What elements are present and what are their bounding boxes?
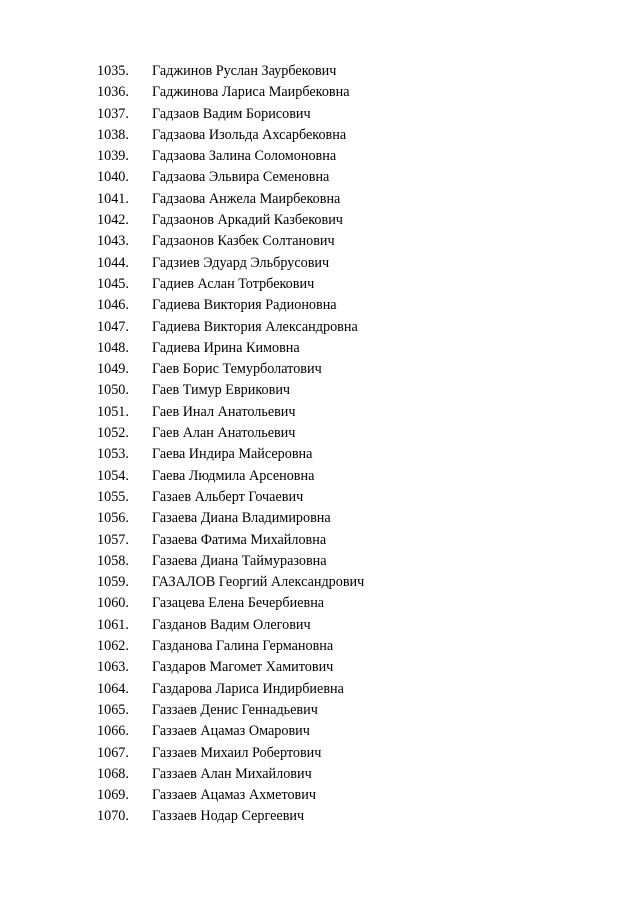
entry-name: Гаджинов Руслан Заурбекович <box>152 63 337 79</box>
list-item <box>97 764 364 785</box>
entry-name: Гаева Индира Майсеровна <box>152 446 313 463</box>
entry-name: Гадиева Ирина Кимовна <box>152 339 300 356</box>
entry-number: 1068. <box>97 765 129 782</box>
entry-name: Гаев Тимур Еврикович <box>152 382 291 399</box>
list-item <box>97 806 364 827</box>
entry-name: Гадзаова Анжела Маирбековна <box>152 190 341 207</box>
entry-name: Гадзаонов Аркадий Казбекович <box>152 212 343 229</box>
list-item <box>97 657 364 678</box>
name-list <box>97 61 364 828</box>
entry-name: Газдаров Магомет Хамитович <box>152 659 334 676</box>
list-item <box>97 359 364 380</box>
entry-number: 1063. <box>97 659 129 676</box>
entry-name: Газаева Диана Владимировна <box>152 510 331 527</box>
entry-number: 1045. <box>97 275 129 292</box>
list-item <box>97 530 364 551</box>
entry-name: Гадзиев Эдуард Эльбрусович <box>152 254 330 271</box>
entry-number: 1041. <box>97 190 129 207</box>
entry-name: Гадиева Виктория Александровна <box>152 318 358 335</box>
entry-number: 1042. <box>97 212 129 229</box>
list-item <box>97 338 364 359</box>
entry-number: 1064. <box>97 680 129 697</box>
entry-name: Газзаев Денис Геннадьевич <box>152 701 318 718</box>
entry-number: 1051. <box>97 403 129 420</box>
entry-name: Гадзаова Эльвира Семеновна <box>152 169 330 186</box>
list-item <box>97 466 364 487</box>
list-item <box>97 380 364 401</box>
entry-name: Гадзаонов Казбек Солтанович <box>152 233 335 250</box>
list-item <box>97 785 364 806</box>
entry-name: Гадзаова Изольда Ахсарбековна <box>152 126 347 143</box>
list-item <box>97 231 364 252</box>
entry-name: ГАЗАЛОВ Георгий Александрович <box>152 574 365 591</box>
entry-name: Газзаев Ацамаз Омарович <box>152 723 310 740</box>
entry-number: 1061. <box>97 616 129 633</box>
entry-name: Газданова Галина Германовна <box>152 638 334 655</box>
entry-number: 1062. <box>97 638 129 655</box>
entry-name: Гадзаов Вадим Борисович <box>152 105 311 122</box>
list-item <box>97 721 364 742</box>
list-item <box>97 61 364 82</box>
list-item <box>97 317 364 338</box>
entry-number: 1038. <box>97 126 129 143</box>
entry-number: 1048. <box>97 339 129 356</box>
list-item <box>97 125 364 146</box>
list-item <box>97 104 364 125</box>
list-item <box>97 423 364 444</box>
entry-name: Газацева Елена Бечербиевна <box>152 595 325 612</box>
entry-name: Гадзаова Залина Соломоновна <box>152 148 337 165</box>
entry-name: Газаева Фатима Михайловна <box>152 531 327 548</box>
entry-number: 1046. <box>97 297 129 314</box>
entry-number: 1054. <box>97 467 129 484</box>
list-item <box>97 636 364 657</box>
entry-number: 1047. <box>97 318 129 335</box>
entry-number: 1067. <box>97 744 129 761</box>
entry-number: 1035. <box>97 63 129 79</box>
list-item <box>97 253 364 274</box>
entry-number: 1044. <box>97 254 129 271</box>
list-item <box>97 82 364 103</box>
entry-number: 1057. <box>97 531 129 548</box>
entry-number: 1037. <box>97 105 129 122</box>
list-item <box>97 487 364 508</box>
list-item <box>97 700 364 721</box>
entry-name: Газдарова Лариса Индирбиевна <box>152 680 344 697</box>
entry-name: Гаев Алан Анатольевич <box>152 425 296 442</box>
entry-number: 1049. <box>97 361 129 378</box>
list-item <box>97 743 364 764</box>
entry-name: Газзаев Ацамаз Ахметович <box>152 787 316 804</box>
entry-number: 1040. <box>97 169 129 186</box>
entry-number: 1065. <box>97 701 129 718</box>
list-item <box>97 551 364 572</box>
entry-name: Гаева Людмила Арсеновна <box>152 467 315 484</box>
list-item <box>97 508 364 529</box>
list-item <box>97 274 364 295</box>
entry-name: Газаев Альберт Гочаевич <box>152 488 304 505</box>
entry-name: Гаев Борис Темурболатович <box>152 361 322 378</box>
list-item <box>97 146 364 167</box>
entry-name: Гаев Инал Анатольевич <box>152 403 296 420</box>
entry-name: Газаева Диана Таймуразовна <box>152 552 327 569</box>
entry-number: 1060. <box>97 595 129 612</box>
entry-number: 1056. <box>97 510 129 527</box>
entry-name: Гадиева Виктория Радионовна <box>152 297 337 314</box>
entry-name: Газзаев Михаил Робертович <box>152 744 322 761</box>
entry-name: Гаджинова Лариса Маирбековна <box>152 84 350 101</box>
list-item <box>97 593 364 614</box>
entry-name: Гадиев Аслан Тотрбекович <box>152 275 315 292</box>
entry-number: 1036. <box>97 84 129 101</box>
entry-number: 1058. <box>97 552 129 569</box>
entry-number: 1066. <box>97 723 129 740</box>
entry-number: 1059. <box>97 574 129 591</box>
list-item <box>97 444 364 465</box>
entry-number: 1039. <box>97 148 129 165</box>
list-item <box>97 167 364 188</box>
entry-number: 1050. <box>97 382 129 399</box>
list-item <box>97 189 364 210</box>
entry-number: 1043. <box>97 233 129 250</box>
entry-name: Газзаев Алан Михайлович <box>152 765 312 782</box>
entry-number: 1052. <box>97 425 129 442</box>
list-item <box>97 210 364 231</box>
list-item <box>97 679 364 700</box>
list-item <box>97 615 364 636</box>
entry-number: 1069. <box>97 787 129 804</box>
list-item <box>97 402 364 423</box>
entry-name: Газзаев Нодар Сергеевич <box>152 808 305 825</box>
entry-number: 1070. <box>97 808 129 825</box>
list-item <box>97 572 364 593</box>
entry-number: 1053. <box>97 446 129 463</box>
list-item <box>97 295 364 316</box>
entry-name: Газданов Вадим Олегович <box>152 616 311 633</box>
entry-number: 1055. <box>97 488 129 505</box>
